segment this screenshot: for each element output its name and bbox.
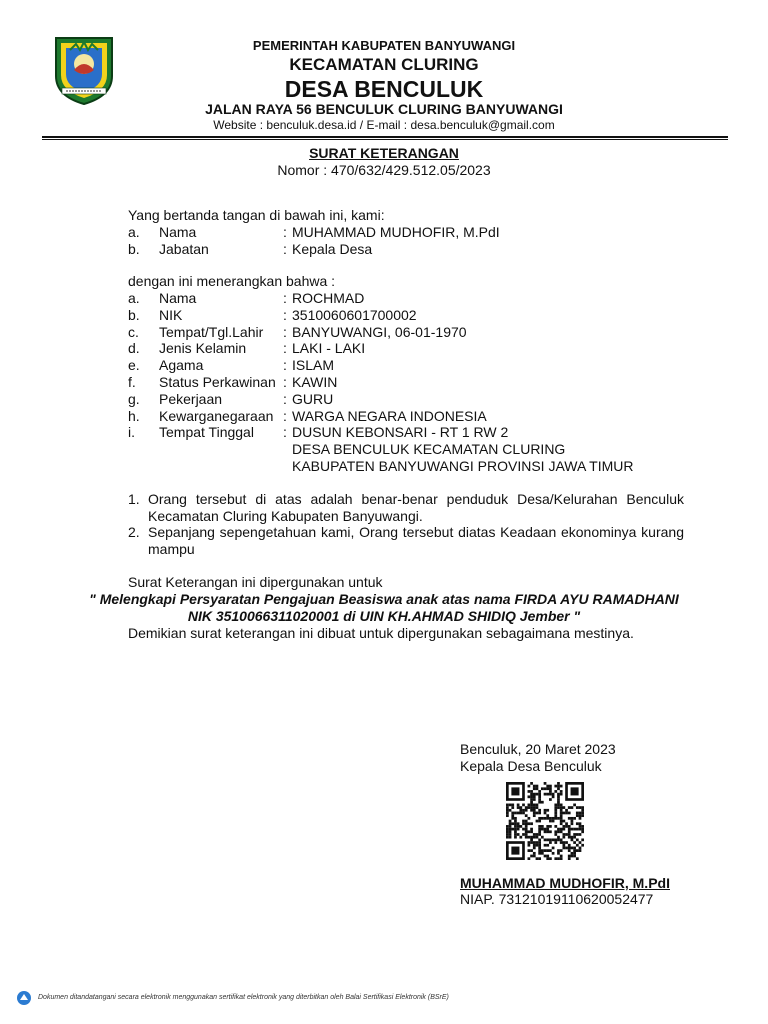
detail-label: Jenis Kelamin bbox=[159, 340, 247, 357]
detail-colon: : bbox=[283, 224, 287, 240]
government-name: PEMERINTAH KABUPATEN BANYUWANGI bbox=[252, 38, 516, 53]
intro-text: Yang bertanda tangan di bawah ini, kami: bbox=[128, 207, 385, 223]
detail-value: KAWIN bbox=[292, 374, 338, 390]
closing-text: Demikian surat keterangan ini dibuat untuk dipergunakan sebagaimana mestinya. bbox=[128, 625, 634, 641]
detail-colon: : bbox=[283, 390, 287, 407]
statement-text: Orang tersebut di atas adalah benar-benar penduduk Desa/Kelurahan Benculuk Kecamatan Cluring Kabupaten Banyuwangi. bbox=[148, 491, 684, 524]
signer-name: MUHAMMAD MUDHOFIR, M.PdI bbox=[460, 875, 670, 891]
detail-index: a. bbox=[128, 290, 140, 306]
detail-value: LAKI - LAKI bbox=[292, 340, 366, 357]
detail-label: Tempat Tinggal bbox=[159, 424, 254, 441]
signer-niap: NIAP. 7312101911062005​2477 bbox=[460, 891, 654, 907]
detail-label: Nama bbox=[159, 224, 197, 240]
declaration-text: dengan ini menerangkan bahwa : bbox=[128, 273, 336, 289]
header-divider-thin bbox=[42, 139, 728, 140]
district-name: KECAMATAN CLURING bbox=[289, 55, 479, 74]
detail-label: Status Perkawinan bbox=[159, 374, 276, 390]
purpose-intro: Surat Keterangan ini dipergunakan untuk bbox=[128, 574, 383, 590]
detail-colon: : bbox=[283, 306, 287, 323]
e-signature-note: Dokumen ditandatangani secara elektronik menggunakan sertifikat elektronik yang diterbitkan oleh Balai Sertifikasi Elektronik (BSrE) bbox=[38, 994, 449, 1001]
detail-value: MUHAMMAD MUDHOFIR, M.PdI bbox=[292, 224, 500, 240]
detail-index: f. bbox=[128, 374, 136, 390]
detail-value: 3510060601700002 bbox=[292, 306, 417, 323]
address-line-3: KABUPATEN BANYUWANGI PROVINSI JAWA TIMUR bbox=[292, 458, 634, 474]
detail-index: e. bbox=[128, 357, 140, 374]
detail-label: Pekerjaan bbox=[159, 390, 223, 407]
detail-index: b. bbox=[128, 306, 140, 323]
statement-number: 1. bbox=[128, 491, 140, 507]
detail-label: Nama bbox=[159, 290, 197, 306]
detail-index: c. bbox=[128, 323, 139, 340]
detail-colon: : bbox=[283, 290, 287, 306]
detail-colon: : bbox=[283, 374, 287, 390]
detail-value: Kepala Desa bbox=[292, 240, 373, 257]
village-address: JALAN RAYA 56 BENCULUK CLURING BANYUWANGI bbox=[205, 101, 563, 117]
detail-index: g. bbox=[128, 390, 140, 407]
purpose-line-1: " Melengkapi Persyaratan Pengajuan Beasiswa anak atas nama FIRDA AYU RAMADHANI bbox=[89, 591, 679, 607]
detail-value: ISLAM bbox=[292, 357, 335, 374]
contact-info: Website : benculuk.desa.id / E-mail : desa.benculuk@gmail.com bbox=[213, 118, 555, 132]
header-divider bbox=[42, 136, 728, 138]
place-date: Benculuk, 20 Maret 2023 bbox=[460, 741, 616, 757]
bsre-logo-icon bbox=[16, 990, 32, 1006]
letter-number: Nomor : 470/632/429.512.05/2023 bbox=[277, 162, 491, 178]
detail-colon: : bbox=[283, 424, 287, 441]
detail-label: Agama bbox=[159, 357, 204, 374]
signer-position: Kepala Desa Benculuk bbox=[460, 758, 602, 774]
detail-colon: : bbox=[283, 240, 287, 257]
detail-value: ROCHMAD bbox=[292, 290, 365, 306]
detail-value: GURU bbox=[292, 390, 334, 407]
detail-index: a. bbox=[128, 224, 140, 240]
detail-index: i. bbox=[128, 424, 135, 441]
detail-value: WARGA NEGARA INDONESIA bbox=[292, 407, 487, 424]
purpose-line-2: NIK 3510066311020001 di UIN KH.AHMAD SHIDIQ Jember " bbox=[187, 608, 581, 624]
letter-title: SURAT KETERANGAN bbox=[309, 145, 459, 161]
detail-label: Kewarganegaraan bbox=[159, 407, 274, 424]
detail-colon: : bbox=[283, 357, 287, 374]
qr-code-signature-icon bbox=[506, 782, 584, 860]
detail-label: Tempat/Tgl.Lahir bbox=[159, 323, 264, 340]
detail-value: BANYUWANGI, 06-01-1970 bbox=[292, 323, 467, 340]
detail-value: DUSUN KEBONSARI - RT 1 RW 2 bbox=[292, 424, 509, 441]
village-name: DESA BENCULUK bbox=[284, 76, 484, 102]
detail-colon: : bbox=[283, 323, 287, 340]
detail-index: d. bbox=[128, 340, 140, 357]
detail-label: NIK bbox=[159, 306, 183, 323]
statement-number: 2. bbox=[128, 524, 140, 540]
statement-text: Sepanjang sepengetahuan kami, Orang tersebut diatas Keadaan ekonominya kurang mampu bbox=[148, 524, 684, 557]
statement-1 bbox=[128, 491, 684, 525]
address-line-2: DESA BENCULUK KECAMATAN CLURING bbox=[292, 441, 566, 457]
detail-label: Jabatan bbox=[159, 240, 209, 257]
statement-2 bbox=[128, 524, 684, 558]
detail-colon: : bbox=[283, 407, 287, 424]
detail-colon: : bbox=[283, 340, 287, 357]
detail-index: h. bbox=[128, 407, 140, 424]
detail-index: b. bbox=[128, 240, 140, 257]
